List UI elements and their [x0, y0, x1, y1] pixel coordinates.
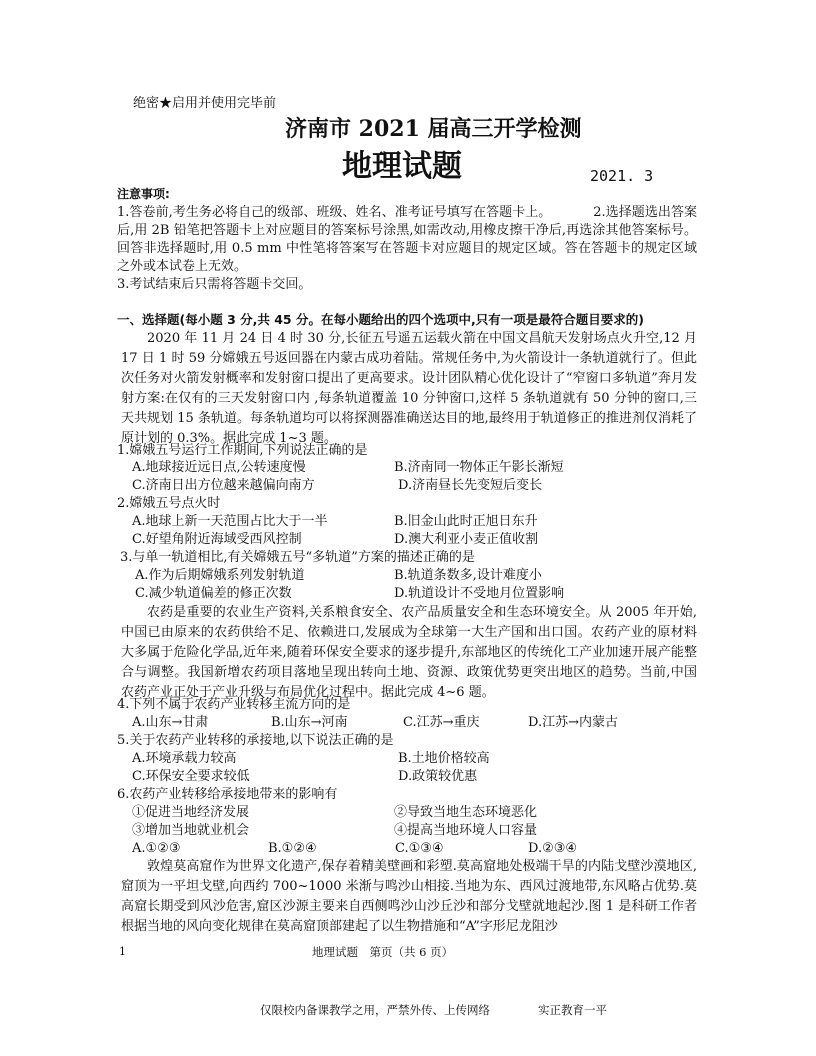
- notes-block: [117, 204, 697, 294]
- q6-option-a: A.①②③: [132, 841, 181, 856]
- q1-option-a: A.地球接近远日点,公转速度慢: [132, 460, 306, 475]
- q1-option-b: B.济南同一物体正午影长渐短: [394, 460, 564, 475]
- q3-option-a: A.作为后期嫦娥系列发射轨道: [135, 568, 305, 583]
- note-item-2: 2.选择题选出答案后,用 2B 铅笔把答题卡上对应题目的答案标号涂黑,如需改动,用橡皮擦干净后,再选涂其他答案标号。回答非选择题时,用 0.5 mm 中性笔将答案写在答题卡对应题目的规定区域。答在答题卡的规定区域之外或本试卷上无效。: [117, 205, 697, 274]
- q3-option-c: C.减少轨道偏差的修正次数: [135, 586, 292, 601]
- q3-option-b: B.轨道条数多,设计难度小: [394, 568, 542, 583]
- q3-stem: 3.与单一轨道相比,有关嫦娥五号“多轨道”方案的描述正确的是: [120, 550, 475, 565]
- q1-option-d: D.济南昼长先变短后变长: [398, 478, 543, 493]
- subject-title: 地理试题: [342, 149, 462, 184]
- exam-title: 济南市 2021 届高三开学检测: [285, 116, 582, 142]
- q2-stem: 2.嫦娥五号点火时: [117, 496, 221, 511]
- note-item-3: 3.考试结束后只需将答题卡交回。: [117, 277, 312, 292]
- passage-3: 敦煌莫高窟作为世界文化遗产,保存着精美壁画和彩塑.莫高窟地处极端干旱的内陆戈壁沙漠地区,窟顶为一平坦戈壁,向西约 700~1000 米渐与鸣沙山相接.当地为东、西风过渡地带,东风略占优势.莫高窟长期受到风沙危害,窟区沙源主要来自西侧鸣沙山沙丘沙和部分戈壁就地起沙.图 1 是科研工作者根据当地的风向变化规律在莫高窟顶部建起了以生物措施和“A”字形尼龙阻沙: [121, 859, 697, 934]
- q2-option-c: C.好望角附近海域受西风控制: [132, 532, 302, 547]
- note-item-1: 1.答卷前,考生务必将自己的级部、班级、姓名、准考证号填写在答题卡上。: [117, 205, 552, 220]
- q5-option-a: A.环境承载力较高: [132, 751, 237, 766]
- q6-option-c: C.①③④: [395, 841, 444, 856]
- q6-item-4: ④提高当地环境人口容量: [394, 823, 538, 838]
- section1-heading: 一、选择题(每小题 3 分,共 45 分。在每小题给出的四个选项中,只有一项是最符合题目要求的): [117, 312, 644, 327]
- page-number: 1: [119, 945, 126, 958]
- q2-option-a: A.地球上新一天范围占比大于一半: [132, 514, 328, 529]
- q2-option-d: D.澳大利亚小麦正值收割: [394, 532, 539, 547]
- q6-option-d: D.②③④: [528, 841, 578, 856]
- exam-date: 2021. 3: [590, 167, 654, 185]
- q6-option-b: B.①②④: [268, 841, 317, 856]
- q1-stem: 1.嫦娥五号运行工作期间,下列说法正确的是: [117, 443, 368, 458]
- confidential-label: 绝密★启用并使用完毕前: [133, 96, 277, 111]
- q4-option-a: A.山东→甘肃: [132, 715, 209, 730]
- page-info: 地理试题 第页（共 6 页）: [312, 945, 454, 959]
- notes-heading: 注意事项:: [117, 187, 170, 201]
- q6-item-1: ①促进当地经济发展: [132, 805, 250, 820]
- q5-option-d: D.政策较优惠: [398, 769, 478, 784]
- q3-option-d: D.轨道设计不受地月位置影响: [394, 586, 565, 601]
- q4-stem: 4.下列不属于农药产业转移主流方向的是: [117, 697, 351, 712]
- q4-option-d: D.江苏→内蒙古: [528, 715, 618, 730]
- distribution-notice: 仅限校内备课教学之用，严禁外传、上传网络: [260, 1003, 490, 1017]
- source-label: 实正教育一平: [538, 1003, 607, 1017]
- passage-2: 农药是重要的农业生产资料,关系粮食安全、农产品质量安全和生态环境安全。从 2005 年开始,中国已由原来的农药供给不足、依赖进口,发展成为全球第一大生产国和出口国。农药产业的原材料大多属于危险化学品,近年来,随着环保安全要求的逐步提升,东部地区的传统化工产业加速开展产能整合与调整。我国新增农药项目落地呈现出转向土地、资源、政策优势更突出地区的趋势。当前,中国农药产业正处于产业升级与布局优化过程中。据此完成 4~6 题。: [121, 605, 697, 700]
- passage-1: 2020 年 11 月 24 日 4 时 30 分,长征五号遥五运载火箭在中国文昌航天发射场点火升空,12 月 17 日 1 时 59 分嫦娥五号返回器在内蒙古成功着陆。常规任务中,为火箭设计一条轨道就行了。但此次任务对火箭发射概率和发射窗口提出了更高要求。设计团队精心优化设计了“窄窗口多轨道”奔月发射方案:在仅有的三天发射窗口内 ,每条轨道覆盖 10 分钟窗口,这样 5 条轨道就有 50 分钟的窗口,三天共规划 15 条轨道。每条轨道均可以将探测器准确送达目的地,最终用于轨道修正的推进剂仅消耗了原计划的 0.3%。据此完成 1~3 题。: [121, 331, 697, 446]
- q1-option-c: C.济南日出方位越来越偏向南方: [132, 478, 315, 493]
- q5-stem: 5.关于农药产业转移的承接地,以下说法正确的是: [117, 733, 394, 748]
- q6-stem: 6.农药产业转移给承接地带来的影响有: [117, 787, 338, 802]
- q6-item-3: ③增加当地就业机会: [132, 823, 250, 838]
- q5-option-b: B.土地价格较高: [398, 751, 490, 766]
- q5-option-c: C.环保安全要求较低: [132, 769, 250, 784]
- q4-option-c: C.江苏→重庆: [403, 715, 480, 730]
- q4-option-b: B.山东→河南: [271, 715, 348, 730]
- q6-item-2: ②导致当地生态环境恶化: [394, 805, 538, 820]
- q2-option-b: B.旧金山此时正旭日东升: [394, 514, 538, 529]
